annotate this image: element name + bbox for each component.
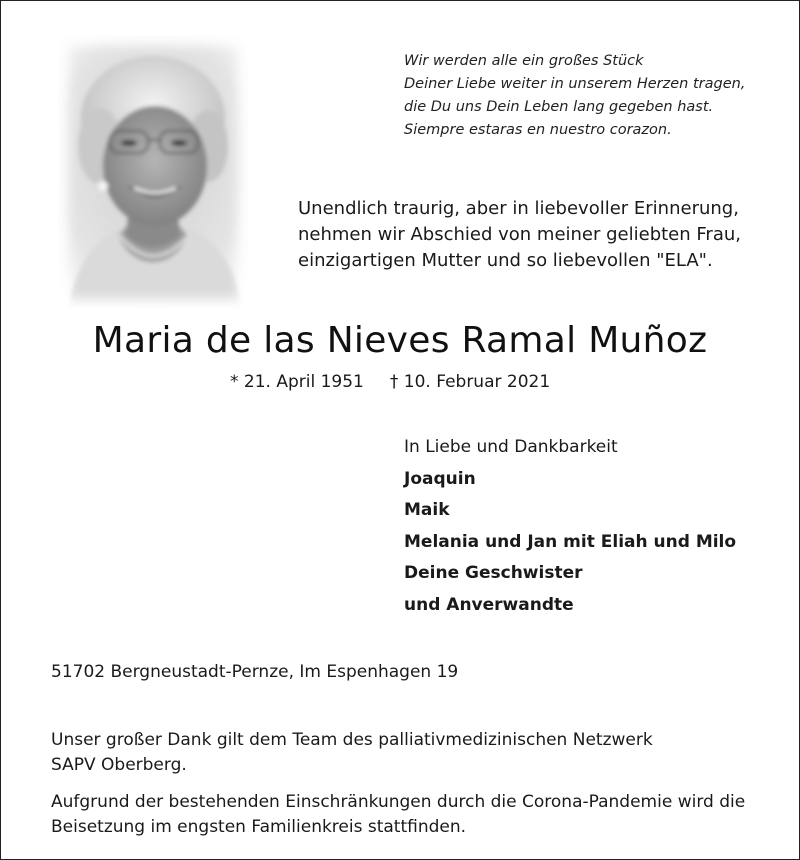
notice-line: Beisetzung im engsten Familienkreis stattfinden. (51, 817, 467, 837)
deceased-name: Maria de las Nieves Ramal Muñoz (92, 320, 708, 361)
mourners-lead: In Liebe und Dankbarkeit (404, 437, 618, 457)
memorial-poem (404, 50, 774, 142)
mourner-name: Melania und Jan mit Eliah und Milo (404, 531, 737, 552)
poem-line: die Du uns Dein Leben lang gegeben hast. (404, 99, 714, 115)
intro-line: einzigartigen Mutter und so liebevollen "ELA". (298, 250, 713, 271)
thanks-note (51, 728, 771, 778)
mourners-list (404, 432, 784, 621)
poem-line: Deiner Liebe weiter in unserem Herzen tragen, (404, 76, 746, 92)
portrait-image (58, 36, 248, 308)
mourner-name: Joaquin (404, 468, 476, 489)
mourning-address: 51702 Bergneustadt-Pernze, Im Espenhagen 19 (51, 662, 459, 682)
mourner-name: Maik (404, 500, 450, 520)
portrait-photo (58, 36, 248, 308)
birth-date: * 21. April 1951 (230, 372, 364, 392)
poem-line: Siempre estaras en nuestro corazon. (404, 122, 672, 138)
life-dates (230, 372, 550, 392)
poem-line: Wir werden alle ein großes Stück (404, 53, 644, 69)
mourner-name: Deine Geschwister (404, 563, 583, 583)
thanks-line: SAPV Oberberg. (51, 755, 187, 775)
intro-line: nehmen wir Abschied von meiner geliebten Frau, (298, 224, 741, 245)
mourner-name: und Anverwandte (404, 594, 574, 615)
thanks-line: Unser großer Dank gilt dem Team des palliativmedizinischen Netzwerk (51, 730, 653, 750)
burial-notice (51, 790, 771, 840)
notice-line: Aufgrund der bestehenden Einschränkungen durch die Corona-Pandemie wird die (51, 792, 746, 812)
intro-text (298, 196, 778, 274)
death-date: † 10. Februar 2021 (389, 372, 551, 392)
intro-line: Unendlich traurig, aber in liebevoller Erinnerung, (298, 198, 739, 219)
